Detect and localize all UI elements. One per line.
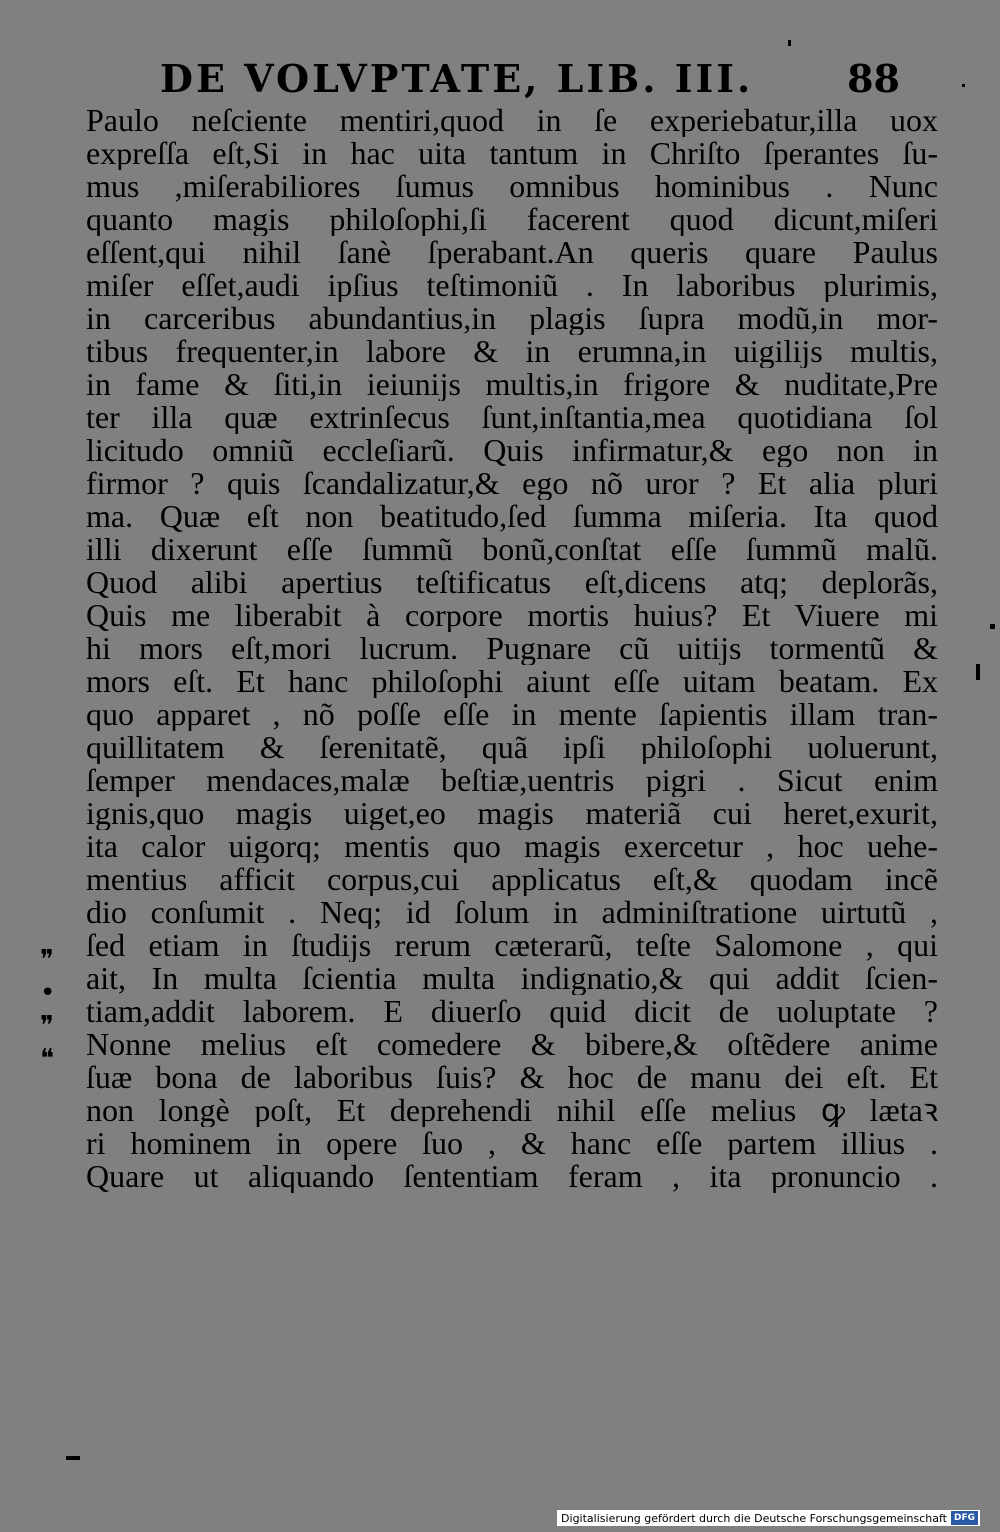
- text-line: hi mors eſt,mori lucrum. Pugnare cũ uitijs tormentũ &: [86, 632, 938, 665]
- text-line: in fame & ſiti,in ieiunijs multis,in frigore & nuditate,Pre: [86, 368, 938, 401]
- text-line: illi dixerunt eſſe ſummũ bonũ,conſtat eſſe ſummũ malũ.: [86, 533, 938, 566]
- text-line: dio conſumit . Neq; id ſolum in adminiſtratione uirtutũ ,: [86, 896, 938, 929]
- page-number: 88: [847, 56, 900, 101]
- text-line: mus ,miſerabiliores ſumus omnibus hominibus . Nunc: [86, 170, 938, 203]
- text-line: tiam,addit laborem. E diuerſo quid dicit de uoluptate ?: [86, 995, 938, 1028]
- marginal-mark: ❞: [40, 1011, 54, 1041]
- text-line: quo apparet , nõ poſſe eſſe in mente ſapientis illam tran-: [86, 698, 938, 731]
- margin-marks: [40, 944, 70, 1076]
- scan-speck: [962, 84, 965, 87]
- text-line: Paulo neſciente mentiri,quod in ſe experiebatur,illa uox: [86, 104, 938, 137]
- text-line: mentius afficit corpus,cui applicatus eſt,& quodam incẽ: [86, 863, 938, 896]
- running-head: [160, 56, 900, 101]
- text-line: tibus frequenter,in labore & in erumna,in uigilijs multis,: [86, 335, 938, 368]
- text-line: eſſent,qui nihil ſanè ſperabant.An queris quare Paulus: [86, 236, 938, 269]
- text-line: licitudo omniũ eccleſiarũ. Quis infirmatur,& ego non in: [86, 434, 938, 467]
- dfg-logo: DFG: [951, 1511, 978, 1525]
- text-line: ma. Quæ eſt non beatitudo,ſed ſumma miſeria. Ita quod: [86, 500, 938, 533]
- scan-speck: [788, 40, 791, 46]
- text-line: Quod alibi apertius teſtificatus eſt,dicens atq; deplorãs,: [86, 566, 938, 599]
- text-line: quanto magis philoſophi,ſi facerent quod dicunt,miſeri: [86, 203, 938, 236]
- running-head-title: DE VOLVPTATE, LIB. III.: [160, 56, 754, 101]
- text-line: Quis me liberabit à corpore mortis huius? Et Viuere mi: [86, 599, 938, 632]
- digitization-credit: [557, 1510, 980, 1526]
- marginal-mark: ❝: [40, 1044, 54, 1074]
- marginal-mark: •: [40, 978, 56, 1008]
- text-line: ſed etiam in ſtudijs rerum cæterarũ, teſte Salomone , qui: [86, 929, 938, 962]
- scan-speck: [66, 1456, 80, 1460]
- text-line: ri hominem in opere ſuo , & hanc eſſe partem illius .: [86, 1127, 938, 1160]
- text-line: quillitatem & ſerenitatẽ, quã ipſi philoſophi uoluerunt,: [86, 731, 938, 764]
- text-line: mors eſt. Et hanc philoſophi aiunt eſſe uitam beatam. Ex: [86, 665, 938, 698]
- scan-speck: [990, 624, 995, 629]
- text-line: expreſſa eſt,Si in hac uita tantum in Chriſto ſperantes ſu-: [86, 137, 938, 170]
- text-line: non longè poſt, Et deprehendi nihil eſſe melius ꝙ lætaꝛ: [86, 1094, 938, 1127]
- text-line: ita calor uigorq; mentis quo magis exercetur , hoc uehe-: [86, 830, 938, 863]
- body-text: [86, 104, 938, 1193]
- text-line: ſemper mendaces,malæ beſtiæ,uentris pigri . Sicut enim: [86, 764, 938, 797]
- scan-speck: [976, 664, 980, 680]
- marginal-mark: ❞: [40, 945, 54, 975]
- text-line: ter illa quæ extrinſecus ſunt,inſtantia,mea quotidiana ſol: [86, 401, 938, 434]
- text-line: ſuæ bona de laboribus ſuis? & hoc de manu dei eſt. Et: [86, 1061, 938, 1094]
- text-line: in carceribus abundantius,in plagis ſupra modũ,in mor-: [86, 302, 938, 335]
- text-line: ignis,quo magis uiget,eo magis materiã cui heret,exurit,: [86, 797, 938, 830]
- text-line: miſer eſſet,audi ipſius teſtimoniũ . In laboribus plurimis,: [86, 269, 938, 302]
- digitization-credit-text: Digitalisierung gefördert durch die Deutsche Forschungsgemeinschaft: [561, 1511, 947, 1525]
- text-line: ait, In multa ſcientia multa indignatio,& qui addit ſcien-: [86, 962, 938, 995]
- text-line: Nonne melius eſt comedere & bibere,& oſtẽdere anime: [86, 1028, 938, 1061]
- text-line: Quare ut aliquando ſententiam feram , ita pronuncio .: [86, 1160, 938, 1193]
- text-line: firmor ? quis ſcandalizatur,& ego nõ uror ? Et alia pluri: [86, 467, 938, 500]
